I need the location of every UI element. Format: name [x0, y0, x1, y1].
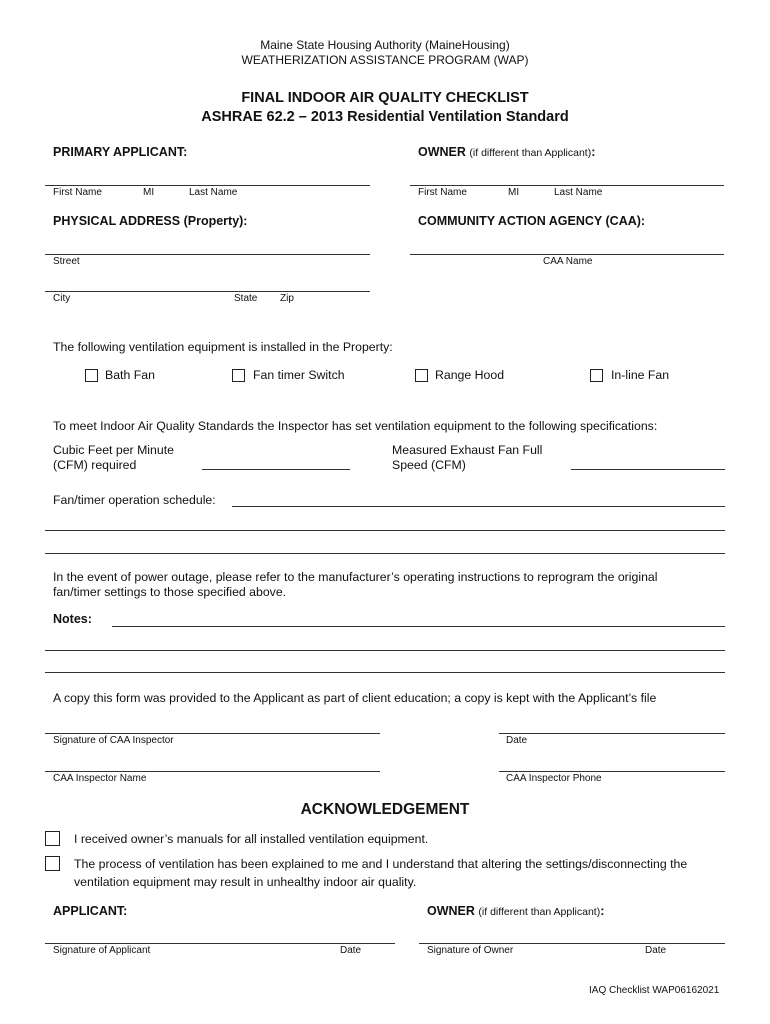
range-hood-label: Range Hood — [435, 368, 505, 382]
owners-manuals-text: I received owner’s manuals for all installed ventilation equipment. — [74, 832, 429, 846]
primary-applicant-heading: PRIMARY APPLICANT: — [53, 145, 188, 159]
caa-name-label: CAA Name — [543, 256, 593, 267]
program-name: WEATHERIZATION ASSISTANCE PROGRAM (WAP) — [241, 53, 529, 67]
inspector-name-label: CAA Inspector Name — [53, 773, 147, 784]
caa-name-line[interactable] — [410, 254, 724, 255]
owner-signature-line[interactable] — [419, 943, 725, 944]
schedule-field-line3[interactable] — [45, 553, 725, 554]
street-label: Street — [53, 256, 80, 267]
form-title: FINAL INDOOR AIR QUALITY CHECKLIST — [241, 90, 529, 106]
inline-fan-checkbox[interactable] — [590, 369, 603, 382]
owner-signature-heading-colon: : — [600, 904, 605, 918]
inspector-signature-line[interactable] — [45, 733, 380, 734]
copy-statement: A copy this form was provided to the Applicant as part of client education; a copy is kept with the Applicant’s file — [53, 691, 657, 705]
outage-text-line1: In the event of power outage, please refer to the manufacturer’s operating instructions to reprogram the original — [53, 570, 658, 584]
applicant-signature-label: Signature of Applicant — [53, 945, 151, 956]
inspector-name-line[interactable] — [45, 771, 380, 772]
owner-heading-label: OWNER — [418, 145, 466, 159]
inspector-date-line[interactable] — [499, 733, 725, 734]
notes-field-line3[interactable] — [45, 672, 725, 673]
inspector-date-label: Date — [506, 735, 528, 746]
owner-signature-heading — [427, 904, 604, 918]
ventilation-explained-line1: The process of ventilation has been explained to me and I understand that altering the settings/disconnecting the — [74, 857, 688, 871]
physical-address-heading: PHYSICAL ADDRESS (Property): — [53, 214, 248, 228]
equipment-intro: The following ventilation equipment is installed in the Property: — [53, 340, 393, 354]
owner-date-label: Date — [645, 945, 667, 956]
ventilation-explained-line2: ventilation equipment may result in unhealthy indoor air quality. — [74, 875, 417, 889]
owner-mi-label: MI — [508, 187, 520, 198]
owner-signature-label: Signature of Owner — [427, 945, 514, 956]
applicant-first-name-label: First Name — [53, 187, 102, 198]
owner-heading-colon: : — [591, 145, 596, 159]
bath-fan-label: Bath Fan — [105, 368, 155, 382]
notes-field[interactable] — [112, 626, 725, 627]
owner-last-name-label: Last Name — [554, 187, 603, 198]
exhaust-label-line1: Measured Exhaust Fan Full — [392, 443, 543, 457]
org-name: Maine State Housing Authority (MaineHousing) — [260, 38, 510, 52]
inline-fan-label: In-line Fan — [611, 368, 670, 382]
owner-signature-heading-note: (if different than Applicant) — [478, 906, 601, 918]
exhaust-cfm-field[interactable] — [571, 469, 725, 470]
schedule-field-line2[interactable] — [45, 530, 725, 531]
cfm-required-field[interactable] — [202, 469, 350, 470]
applicant-last-name-label: Last Name — [189, 187, 238, 198]
specs-intro: To meet Indoor Air Quality Standards the Inspector has set ventilation equipment to the following specifications: — [53, 419, 658, 433]
notes-label: Notes: — [53, 612, 92, 626]
bath-fan-checkbox[interactable] — [85, 369, 98, 382]
applicant-name-line[interactable] — [45, 185, 370, 186]
acknowledgement-heading: ACKNOWLEDGEMENT — [300, 801, 470, 818]
form-id-footer: IAQ Checklist WAP06162021 — [589, 985, 720, 996]
schedule-label: Fan/timer operation schedule: — [53, 493, 216, 507]
applicant-date-label: Date — [340, 945, 362, 956]
cfm-label-line2: (CFM) required — [53, 458, 137, 472]
owner-first-name-label: First Name — [418, 187, 467, 198]
owner-name-line[interactable] — [410, 185, 724, 186]
applicant-mi-label: MI — [143, 187, 155, 198]
ventilation-explained-checkbox[interactable] — [45, 856, 60, 871]
owners-manuals-checkbox[interactable] — [45, 831, 60, 846]
inspector-phone-line[interactable] — [499, 771, 725, 772]
applicant-signature-heading: APPLICANT: — [53, 904, 128, 918]
fan-timer-switch-label: Fan timer Switch — [253, 368, 345, 382]
state-label: State — [234, 293, 258, 304]
form-subtitle: ASHRAE 62.2 – 2013 Residential Ventilation Standard — [201, 109, 569, 125]
range-hood-checkbox[interactable] — [415, 369, 428, 382]
applicant-signature-line[interactable] — [45, 943, 395, 944]
zip-label: Zip — [280, 293, 294, 304]
notes-field-line2[interactable] — [45, 650, 725, 651]
schedule-field[interactable] — [232, 506, 725, 507]
owner-heading — [418, 145, 595, 159]
owner-signature-heading-label: OWNER — [427, 904, 475, 918]
city-line[interactable] — [45, 291, 370, 292]
inspector-phone-label: CAA Inspector Phone — [506, 773, 602, 784]
fan-timer-switch-checkbox[interactable] — [232, 369, 245, 382]
caa-heading: COMMUNITY ACTION AGENCY (CAA): — [418, 214, 646, 228]
street-line[interactable] — [45, 254, 370, 255]
outage-text-line2: fan/timer settings to those specified above. — [53, 585, 287, 599]
cfm-label-line1: Cubic Feet per Minute — [53, 443, 174, 457]
inspector-signature-label: Signature of CAA Inspector — [53, 735, 174, 746]
exhaust-label-line2: Speed (CFM) — [392, 458, 466, 472]
city-label: City — [53, 293, 71, 304]
owner-heading-note: (if different than Applicant) — [469, 147, 592, 159]
